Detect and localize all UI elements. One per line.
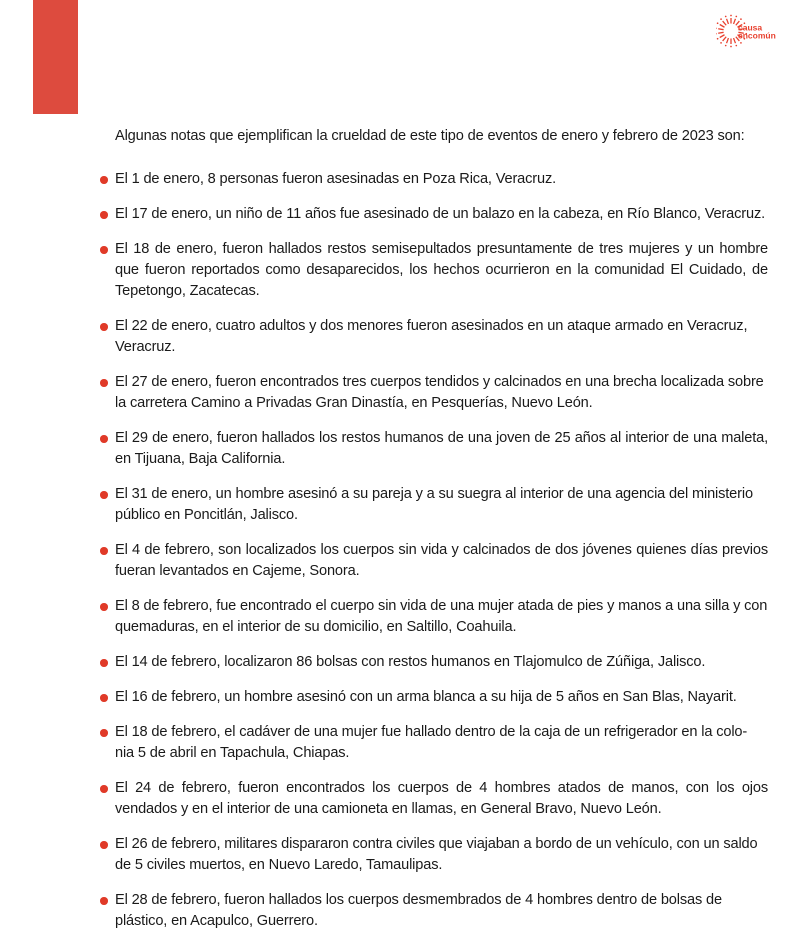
list-item-text: El 14 de febrero, localizaron 86 bolsas con restos humanos en Tlajomulco de Zúñiga, Jalisco. <box>115 654 706 670</box>
bullet-icon <box>100 841 108 849</box>
decorative-accent-bar <box>33 0 78 114</box>
list-item <box>115 687 768 708</box>
list-item <box>115 834 768 876</box>
list-item <box>115 204 768 225</box>
list-item-text: El 16 de febrero, un hombre asesinó con un arma blanca a su hija de 5 años en San Blas, Nayarit. <box>115 689 737 705</box>
list-item-text: El 1 de enero, 8 personas fueron asesinadas en Poza Rica, Veracruz. <box>115 171 557 187</box>
bullet-icon <box>100 694 108 702</box>
bullet-icon <box>100 176 108 184</box>
causa-en-comun-logo <box>716 11 778 51</box>
list-item <box>115 652 768 673</box>
list-item <box>115 484 768 526</box>
bullet-icon <box>100 211 108 219</box>
list-item <box>115 596 768 638</box>
list-item-text: El 17 de enero, un niño de 11 años fue asesinado de un balazo en la cabeza, en Río Blanco, Veracruz. <box>115 206 766 222</box>
list-item <box>115 169 768 190</box>
list-item-text: El 18 de febrero, el cadáver de una mujer fue hallado dentro de la caja de un refrigerador en la colo- nia 5 de abril en Tapachula, Chiapas. <box>115 724 748 761</box>
bullet-icon <box>100 323 108 331</box>
bullet-icon <box>100 491 108 499</box>
list-item-text: El 31 de enero, un hombre asesinó a su pareja y a su suegra al interior de una agencia del ministerio público en Poncitlán, Jalisco. <box>115 486 753 523</box>
list-item-text: El 4 de febrero, son localizados los cuerpos sin vida y calcinados de dos jóvenes quienes días previos fueran levantados en Cajeme, Sonora. <box>115 542 768 579</box>
bullet-icon <box>100 785 108 793</box>
list-item <box>115 722 768 764</box>
logo-wordmark-line2: encomún <box>738 30 776 41</box>
notes-list <box>115 169 768 932</box>
document-content <box>115 126 768 932</box>
bullet-icon <box>100 659 108 667</box>
intro-paragraph: Algunas notas que ejemplifican la crueldad de este tipo de eventos de enero y febrero de 2023 son: <box>115 128 745 144</box>
bullet-icon <box>100 246 108 254</box>
list-item <box>115 239 768 302</box>
bullet-icon <box>100 435 108 443</box>
list-item-text: El 22 de enero, cuatro adultos y dos menores fueron asesinados en un ataque armado en Veracruz, Veracruz. <box>115 318 748 355</box>
list-item-text: El 28 de febrero, fueron hallados los cuerpos desmembrados de 4 hombres dentro de bolsas de plástico, en Acapulco, Guerrero. <box>115 892 722 929</box>
list-item <box>115 890 768 932</box>
bullet-icon <box>100 729 108 737</box>
list-item <box>115 778 768 820</box>
list-item-text: El 26 de febrero, militares dispararon contra civiles que viajaban a bordo de un vehículo, con un saldo de 5 civiles muertos, en Nuevo Laredo, Tamaulipas. <box>115 836 758 873</box>
bullet-icon <box>100 897 108 905</box>
bullet-icon <box>100 379 108 387</box>
list-item <box>115 316 768 358</box>
bullet-icon <box>100 603 108 611</box>
list-item <box>115 428 768 470</box>
list-item-text: El 18 de enero, fueron hallados restos semisepultados presuntamente de tres mujeres y un hombre que fueron reportados como desaparecidos, los hechos ocurrieron en la comunidad El Cuidado, de Tepetongo, Zacatecas. <box>115 241 768 299</box>
list-item <box>115 372 768 414</box>
list-item-text: El 8 de febrero, fue encontrado el cuerpo sin vida de una mujer atada de pies y manos a una silla y con quemaduras, en el interior de su domicilio, en Saltillo, Coahuila. <box>115 598 768 635</box>
list-item-text: El 29 de enero, fueron hallados los restos humanos de una joven de 25 años al interior de una maleta, en Tijuana, Baja California. <box>115 430 768 467</box>
list-item-text: El 24 de febrero, fueron encontrados los cuerpos de 4 hombres atados de manos, con los ojos vendados y en el interior de una camioneta en llamas, en General Bravo, Nuevo León. <box>115 780 768 817</box>
logo-wordmark-line1: causa <box>738 22 763 33</box>
bullet-icon <box>100 547 108 555</box>
list-item-text: El 27 de enero, fueron encontrados tres cuerpos tendidos y calcinados en una brecha localizada sobre la carretera Camino a Privadas Gran Dinastía, en Pesquerías, Nuevo León. <box>115 374 764 411</box>
list-item <box>115 540 768 582</box>
